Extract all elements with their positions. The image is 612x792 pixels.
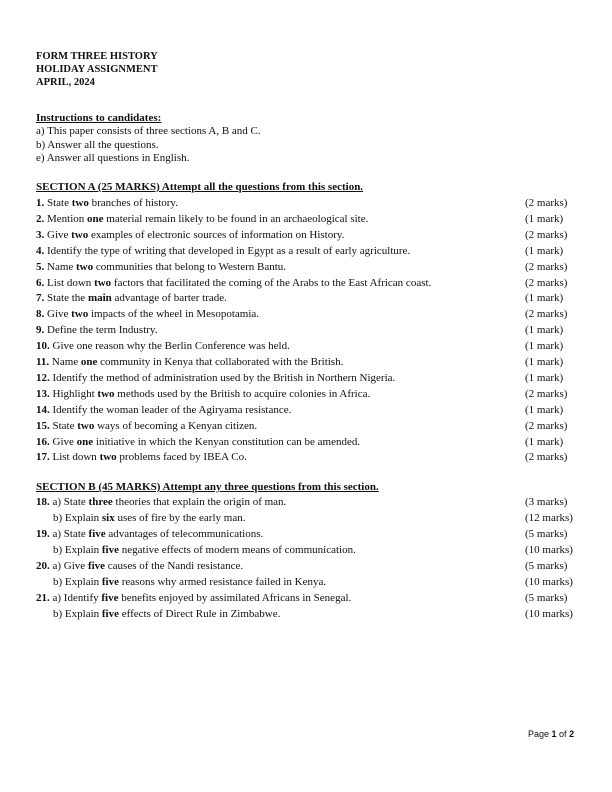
question-number: 7.: [36, 292, 45, 305]
question-fragment: Define the term Industry.: [47, 324, 158, 337]
question-text: [53, 575, 326, 589]
marks-label: (2 marks): [525, 276, 568, 289]
question-text: [36, 307, 259, 321]
question-fragment: Identify the woman leader of the Agiryama resistance.: [52, 403, 292, 416]
question-item: [36, 607, 596, 621]
question-fragment: a) Identify: [52, 592, 102, 604]
question-text: [36, 387, 370, 401]
question-item: [36, 495, 596, 509]
question-text: [36, 276, 431, 290]
marks-label: (1 mark): [525, 244, 564, 257]
question-number: 9.: [36, 324, 45, 337]
marks-label: (2 marks): [525, 451, 568, 464]
question-fragment: theories that explain the origin of man.: [112, 496, 287, 508]
question-item: [36, 260, 596, 274]
question-item: [36, 403, 596, 417]
question-fragment: effects of Direct Rule in Zimbabwe.: [119, 608, 281, 620]
question-text: [53, 543, 356, 557]
question-text: [36, 355, 343, 369]
marks-label: (2 marks): [525, 228, 568, 241]
emphasis-word: one: [87, 212, 104, 225]
question-item: [36, 591, 596, 605]
question-item: [36, 387, 596, 401]
question-text: [36, 403, 291, 417]
question-item: [36, 419, 596, 433]
question-fragment: b) Explain: [53, 512, 102, 524]
question-item: [36, 527, 596, 541]
question-text: [36, 228, 344, 242]
question-fragment: Highlight: [52, 387, 98, 400]
marks-label: (5 marks): [525, 560, 568, 572]
question-item: [36, 291, 596, 305]
question-number: 16.: [36, 435, 50, 448]
question-fragment: State: [52, 419, 78, 432]
marks-label: (10 marks): [525, 544, 573, 556]
question-number: 14.: [36, 403, 50, 416]
question-fragment: advantage of barter trade.: [111, 292, 227, 305]
emphasis-word: six: [101, 512, 115, 524]
emphasis-word: two: [77, 419, 95, 432]
question-fragment: List down: [47, 276, 95, 289]
question-fragment: b) Explain: [53, 608, 102, 620]
marks-label: (5 marks): [525, 528, 568, 540]
question-number: 1.: [36, 197, 45, 209]
instruction-item: a) This paper consists of three sections A, B and C.: [36, 125, 261, 137]
question-fragment: a) State: [52, 528, 89, 540]
question-fragment: a) Give: [52, 560, 88, 572]
question-number: 2.: [36, 212, 45, 225]
emphasis-word: two: [94, 276, 112, 289]
question-number: 19.: [36, 528, 50, 540]
question-fragment: List down: [52, 451, 100, 464]
emphasis-word: three: [88, 496, 113, 508]
emphasis-word: five: [88, 528, 106, 540]
emphasis-word: five: [101, 576, 119, 588]
question-item: [36, 307, 596, 321]
question-item: [36, 575, 596, 589]
marks-label: (5 marks): [525, 592, 568, 604]
question-number: 15.: [36, 419, 50, 432]
question-fragment: community in Kenya that collaborated with the British.: [97, 356, 344, 368]
doc-date: APRIL, 2024: [36, 77, 95, 88]
question-fragment: Give: [47, 228, 72, 241]
question-text: [36, 323, 157, 337]
question-number: 4.: [36, 244, 45, 257]
question-number: 21.: [36, 592, 50, 604]
question-fragment: initiative in which the Kenyan constitution can be amended.: [93, 435, 361, 448]
question-fragment: a) State: [52, 496, 89, 508]
emphasis-word: five: [101, 544, 119, 556]
question-fragment: Name: [51, 356, 81, 368]
marks-label: (1 mark): [525, 324, 564, 337]
emphasis-word: five: [101, 608, 119, 620]
question-item: [36, 339, 596, 353]
question-item: [36, 450, 596, 464]
question-item: [36, 276, 596, 290]
question-text: [36, 559, 243, 573]
question-fragment: reasons why armed resistance failed in Kenya.: [119, 576, 327, 588]
question-text: [36, 212, 368, 226]
marks-label: (1 mark): [525, 371, 564, 384]
marks-label: (1 mark): [525, 340, 564, 353]
marks-label: (1 mark): [525, 403, 564, 416]
question-number: 17.: [36, 451, 50, 464]
question-fragment: b) Explain: [53, 544, 102, 556]
emphasis-word: five: [87, 560, 106, 572]
section-a-title: SECTION A (25 MARKS) Attempt all the questions from this section.: [36, 181, 364, 193]
marks-label: (12 marks): [525, 512, 573, 524]
question-item: [36, 355, 596, 369]
emphasis-word: five: [101, 592, 119, 604]
question-fragment: Mention: [47, 212, 88, 225]
emphasis-word: one: [80, 356, 98, 368]
marks-label: (1 mark): [525, 292, 564, 305]
emphasis-word: main: [87, 292, 112, 305]
doc-title: FORM THREE HISTORY: [36, 51, 158, 62]
marks-label: (2 marks): [525, 419, 568, 432]
instruction-item: e) Answer all questions in English.: [36, 152, 190, 164]
marks-label: (3 marks): [525, 496, 568, 508]
question-fragment: Give: [52, 435, 77, 448]
emphasis-word: two: [97, 387, 115, 400]
question-fragment: material remain likely to be found in an archaeological site.: [103, 212, 369, 225]
instructions-title: Instructions to candidates:: [36, 112, 162, 124]
marks-label: (10 marks): [525, 576, 573, 588]
page-number: Page 1 of 2: [528, 729, 575, 739]
question-text: [53, 511, 245, 525]
question-fragment: methods used by the British to acquire colonies in Africa.: [114, 387, 371, 400]
emphasis-word: two: [76, 260, 94, 273]
question-fragment: Name: [47, 260, 77, 273]
question-fragment: branches of history.: [88, 197, 178, 209]
marks-label: (1 mark): [525, 435, 564, 448]
question-fragment: Identify the type of writing that developed in Egypt as a result of early agriculture.: [47, 244, 411, 257]
question-item: [36, 435, 596, 449]
question-text: [36, 527, 263, 541]
marks-label: (2 marks): [525, 308, 568, 321]
question-text: [36, 435, 360, 449]
question-fragment: uses of fire by the early man.: [114, 512, 246, 524]
doc-subtitle: HOLIDAY ASSIGNMENT: [36, 64, 158, 75]
question-text: [36, 591, 351, 605]
question-fragment: negative effects of modern means of communication.: [119, 544, 356, 556]
marks-label: (10 marks): [525, 608, 573, 620]
emphasis-word: one: [76, 435, 94, 448]
emphasis-word: two: [99, 451, 117, 464]
question-item: [36, 212, 596, 226]
question-number: 13.: [36, 387, 50, 400]
question-text: [36, 450, 247, 464]
marks-label: (2 marks): [525, 387, 568, 400]
question-fragment: ways of becoming a Kenyan citizen.: [94, 419, 258, 432]
question-number: 8.: [36, 308, 45, 321]
question-fragment: Give: [47, 308, 72, 321]
question-number: 10.: [36, 340, 50, 353]
question-text: [36, 419, 257, 433]
question-fragment: Identify the method of administration used by the British in Northern Nigeria.: [52, 371, 396, 384]
marks-label: (2 marks): [525, 260, 568, 273]
question-item: [36, 228, 596, 242]
question-item: [36, 559, 596, 573]
marks-label: (1 mark): [525, 212, 564, 225]
question-number: 12.: [36, 371, 50, 384]
marks-label: (2 marks): [525, 197, 568, 209]
question-fragment: benefits enjoyed by assimilated Africans in Senegal.: [118, 592, 352, 604]
question-fragment: State the: [47, 292, 88, 305]
question-item: [36, 511, 596, 525]
emphasis-word: two: [71, 308, 89, 321]
question-fragment: Give one reason why the Berlin Conference was held.: [52, 340, 290, 353]
question-text: [53, 607, 280, 621]
question-number: 5.: [36, 260, 45, 273]
question-fragment: State: [47, 197, 72, 209]
question-number: 18.: [36, 496, 50, 508]
question-fragment: communities that belong to Western Bantu.: [93, 260, 287, 273]
section-b-title: SECTION B (45 MARKS) Attempt any three questions from this section.: [36, 481, 379, 493]
question-item: [36, 196, 596, 210]
question-number: 3.: [36, 228, 45, 241]
question-text: [36, 291, 227, 305]
question-fragment: advantages of telecommunications.: [105, 528, 264, 540]
question-fragment: causes of the Nandi resistance.: [105, 560, 244, 572]
question-number: 11.: [36, 356, 50, 368]
emphasis-word: two: [71, 228, 89, 241]
question-text: [36, 196, 178, 210]
emphasis-word: two: [71, 197, 89, 209]
question-text: [36, 244, 410, 258]
question-number: 6.: [36, 276, 45, 289]
question-fragment: examples of electronic sources of information on History.: [88, 228, 345, 241]
marks-label: (1 mark): [525, 356, 564, 368]
question-text: [36, 339, 290, 353]
question-item: [36, 244, 596, 258]
question-number: 20.: [36, 560, 50, 572]
question-item: [36, 323, 596, 337]
question-item: [36, 371, 596, 385]
question-fragment: impacts of the wheel in Mesopotamia.: [88, 308, 260, 321]
question-fragment: problems faced by IBEA Co.: [116, 451, 247, 464]
question-fragment: b) Explain: [53, 576, 102, 588]
question-fragment: factors that facilitated the coming of the Arabs to the East African coast.: [111, 276, 432, 289]
question-text: [36, 260, 286, 274]
instruction-item: b) Answer all the questions.: [36, 139, 159, 151]
question-text: [36, 495, 286, 509]
question-item: [36, 543, 596, 557]
question-text: [36, 371, 395, 385]
